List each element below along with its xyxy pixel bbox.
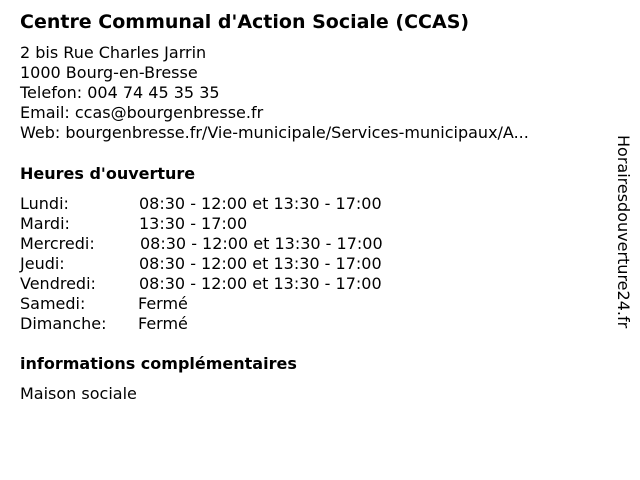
hours-value: 13:30 - 17:00: [139, 214, 248, 233]
hours-value: 08:30 - 12:00 et 13:30 - 17:00: [139, 254, 382, 273]
hours-value: Fermé: [138, 294, 188, 313]
additional-info-text: Maison sociale: [20, 384, 137, 403]
address-line-street: 2 bis Rue Charles Jarrin: [20, 43, 207, 62]
day-label: Dimanche:: [20, 314, 107, 333]
day-label: Mardi:: [20, 214, 70, 233]
day-label: Jeudi:: [20, 254, 65, 273]
day-label: Lundi:: [20, 194, 69, 213]
hours-value: 08:30 - 12:00 et 13:30 - 17:00: [139, 194, 382, 213]
hours-value: 08:30 - 12:00 et 13:30 - 17:00: [139, 274, 382, 293]
opening-hours-heading: Heures d'ouverture: [20, 164, 196, 183]
page-title: Centre Communal d'Action Sociale (CCAS): [20, 11, 470, 33]
email-address: Email: ccas@bourgenbresse.fr: [20, 103, 264, 122]
hours-value: Fermé: [138, 314, 188, 333]
day-label: Samedi:: [20, 294, 86, 313]
website-link[interactable]: Web: bourgenbresse.fr/Vie-municipale/Services-municipaux/A...: [20, 123, 529, 142]
address-line-city: 1000 Bourg-en-Bresse: [20, 63, 198, 82]
day-label: Vendredi:: [20, 274, 96, 293]
phone-number: Telefon: 004 74 45 35 35: [20, 83, 220, 102]
day-label: Mercredi:: [20, 234, 95, 253]
contact-block: [20, 43, 529, 143]
site-watermark: Horairesdouverture24.fr: [614, 135, 633, 329]
hours-value: 08:30 - 12:00 et 13:30 - 17:00: [140, 234, 383, 253]
additional-info-heading: informations complémentaires: [20, 354, 297, 373]
